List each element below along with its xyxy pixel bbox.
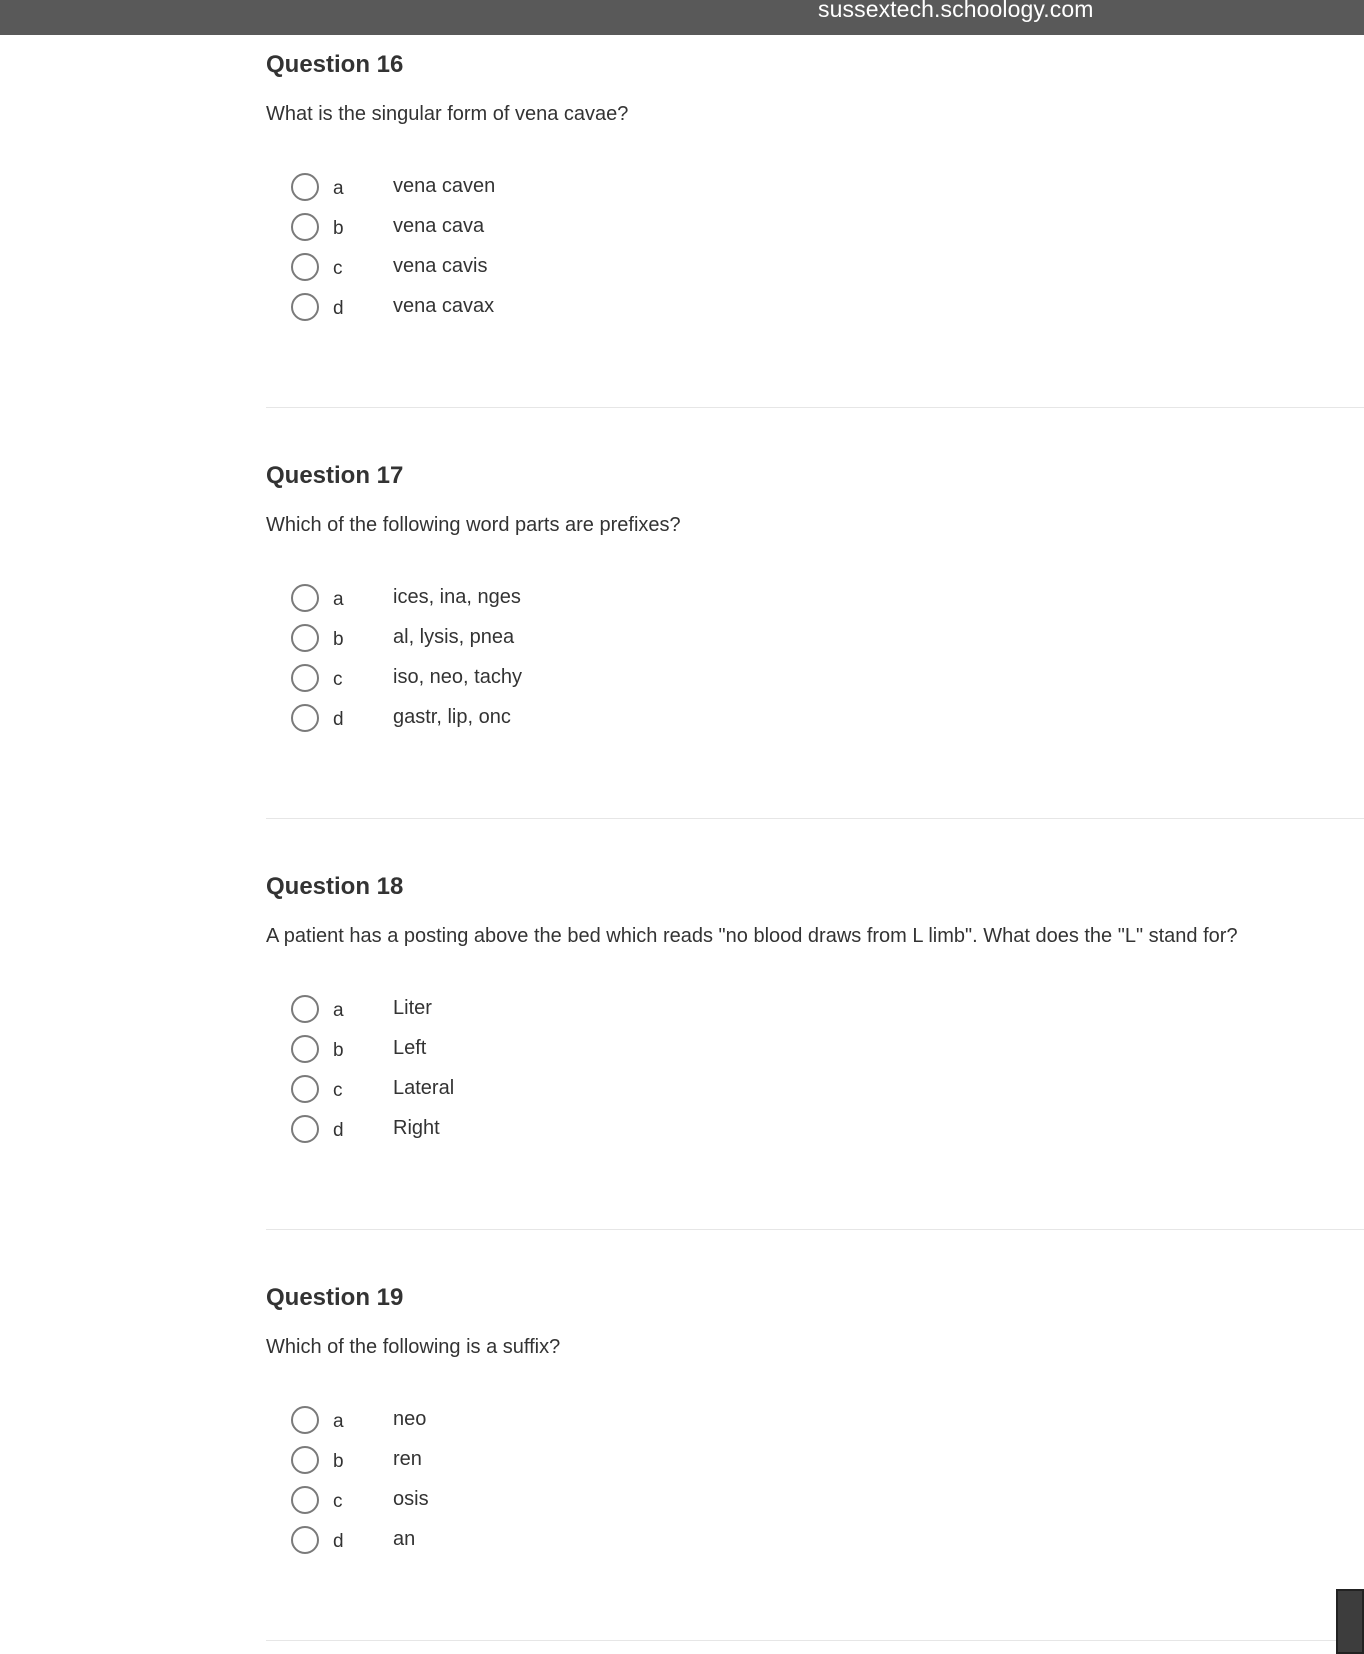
radio-button[interactable]: [291, 704, 319, 732]
floating-panel-edge[interactable]: [1336, 1589, 1364, 1654]
choice-b[interactable]: [266, 623, 866, 657]
question-divider: [266, 407, 1364, 408]
question-divider: [266, 818, 1364, 819]
choice-letter: b: [333, 629, 344, 650]
choice-letter: b: [333, 218, 344, 239]
radio-button[interactable]: [291, 1075, 319, 1103]
radio-button[interactable]: [291, 584, 319, 612]
question-divider: [266, 1229, 1364, 1230]
choice-text: al, lysis, pnea: [393, 626, 515, 648]
choice-b[interactable]: [266, 1445, 866, 1479]
choice-c[interactable]: [266, 252, 866, 286]
choice-letter: a: [333, 178, 344, 199]
choice-letter: a: [333, 589, 344, 610]
question-text: Which of the following is a suffix?: [266, 1336, 561, 1358]
choice-letter: a: [333, 1000, 344, 1021]
radio-button[interactable]: [291, 995, 319, 1023]
choice-letter: d: [333, 298, 344, 319]
question-text: What is the singular form of vena cavae?: [266, 103, 629, 125]
choice-text: ices, ina, nges: [393, 586, 521, 608]
choice-letter: a: [333, 1411, 344, 1432]
choice-text: vena caven: [393, 175, 496, 197]
choice-text: iso, neo, tachy: [393, 666, 522, 688]
question-title: Question 18: [266, 873, 404, 900]
choice-letter: d: [333, 1531, 344, 1552]
browser-url-bar[interactable]: [0, 0, 1364, 35]
choice-letter: b: [333, 1451, 344, 1472]
choice-letter: c: [333, 1080, 343, 1101]
radio-button[interactable]: [291, 1526, 319, 1554]
radio-button[interactable]: [291, 173, 319, 201]
choice-text: ren: [393, 1448, 422, 1470]
choice-text: gastr, lip, onc: [393, 706, 511, 728]
choice-c[interactable]: [266, 1074, 866, 1108]
choice-text: vena cava: [393, 215, 485, 237]
question-text: A patient has a posting above the bed which reads "no blood draws from L limb". What does the "L" stand for?: [266, 925, 1238, 947]
choice-d[interactable]: [266, 703, 866, 737]
url-text: sussextech.schoology.com: [818, 0, 1094, 22]
choice-c[interactable]: [266, 663, 866, 697]
choice-letter: c: [333, 669, 343, 690]
choice-b[interactable]: [266, 1034, 866, 1068]
choice-letter: d: [333, 709, 344, 730]
question-title: Question 19: [266, 1284, 404, 1311]
radio-button[interactable]: [291, 1406, 319, 1434]
choice-text: Lateral: [393, 1077, 455, 1099]
choice-text: neo: [393, 1408, 427, 1430]
choice-d[interactable]: [266, 292, 866, 326]
choice-b[interactable]: [266, 212, 866, 246]
choice-text: Left: [393, 1037, 427, 1059]
choice-d[interactable]: [266, 1525, 866, 1559]
choice-a[interactable]: [266, 583, 866, 617]
radio-button[interactable]: [291, 1446, 319, 1474]
choice-d[interactable]: [266, 1114, 866, 1148]
radio-button[interactable]: [291, 664, 319, 692]
radio-button[interactable]: [291, 213, 319, 241]
choice-text: Liter: [393, 997, 432, 1019]
choice-text: osis: [393, 1488, 429, 1510]
radio-button[interactable]: [291, 253, 319, 281]
radio-button[interactable]: [291, 1035, 319, 1063]
question-title: Question 16: [266, 51, 404, 78]
choice-letter: c: [333, 1491, 343, 1512]
choice-text: Right: [393, 1117, 440, 1139]
choice-c[interactable]: [266, 1485, 866, 1519]
radio-button[interactable]: [291, 293, 319, 321]
question-text: Which of the following word parts are prefixes?: [266, 514, 681, 536]
choice-letter: c: [333, 258, 343, 279]
radio-button[interactable]: [291, 1486, 319, 1514]
choice-text: an: [393, 1528, 416, 1550]
choice-text: vena cavax: [393, 295, 495, 317]
question-divider: [266, 1640, 1364, 1641]
choice-letter: b: [333, 1040, 344, 1061]
radio-button[interactable]: [291, 1115, 319, 1143]
question-title: Question 17: [266, 462, 404, 489]
choice-a[interactable]: [266, 172, 866, 206]
choice-text: vena cavis: [393, 255, 488, 277]
choice-a[interactable]: [266, 994, 866, 1028]
choice-a[interactable]: [266, 1405, 866, 1439]
radio-button[interactable]: [291, 624, 319, 652]
choice-letter: d: [333, 1120, 344, 1141]
